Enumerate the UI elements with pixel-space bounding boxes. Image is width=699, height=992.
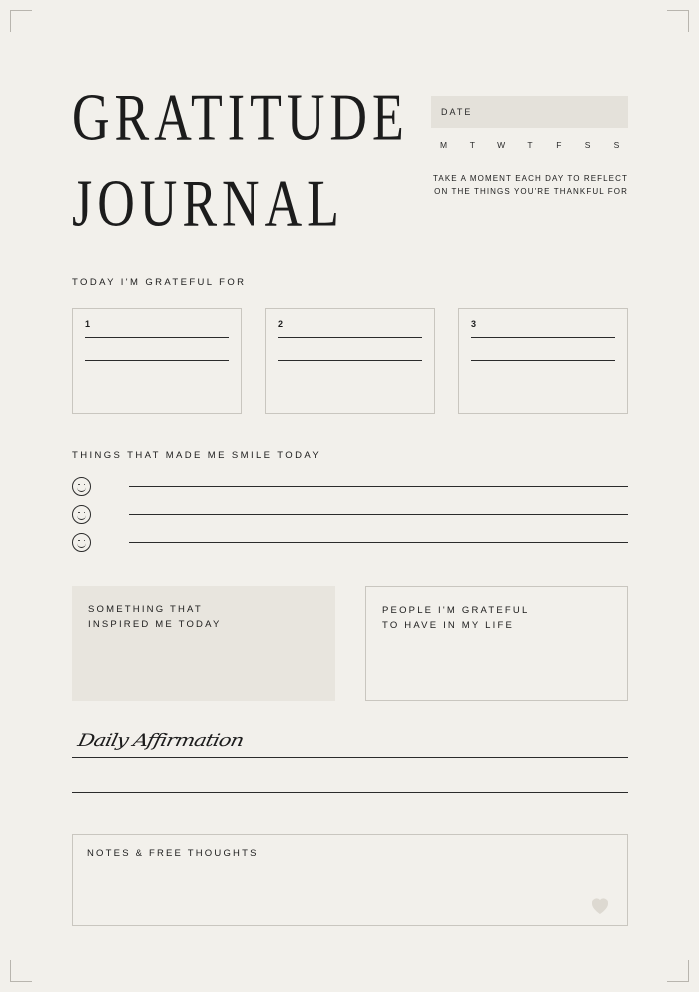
journal-page <box>72 0 628 992</box>
weekday-t1[interactable]: T <box>469 140 476 150</box>
crop-mark-bottom-right <box>667 960 689 982</box>
page-title <box>72 82 409 241</box>
smiley-face-icon <box>72 533 91 552</box>
weekday-t2[interactable]: T <box>527 140 534 150</box>
smile-list <box>72 472 628 556</box>
section-label-smile: THINGS THAT MADE ME SMILE TODAY <box>72 450 322 461</box>
panel-inspired-title <box>88 602 319 632</box>
weekday-s2[interactable]: S <box>613 140 621 150</box>
section-label-grateful: TODAY I'M GRATEFUL FOR <box>72 277 247 288</box>
date-field[interactable] <box>431 96 628 128</box>
notes-title: NOTES & FREE THOUGHTS <box>87 848 259 859</box>
panel-inspired-today[interactable] <box>72 586 335 701</box>
affirmation-section <box>72 726 628 793</box>
crop-mark-bottom-left <box>10 960 32 982</box>
write-line[interactable] <box>85 360 229 361</box>
notes-box[interactable] <box>72 834 628 926</box>
grateful-box-2[interactable] <box>265 308 435 414</box>
weekday-w[interactable]: W <box>497 140 507 150</box>
panel-inspired-title-line-2: INSPIRED ME TODAY <box>88 619 222 630</box>
heart-icon <box>587 893 613 917</box>
panel-people-grateful-for[interactable] <box>365 586 628 701</box>
date-label: DATE <box>441 107 473 117</box>
list-item[interactable] <box>72 500 628 528</box>
grateful-boxes <box>72 308 628 414</box>
grateful-box-1[interactable] <box>72 308 242 414</box>
reflection-panels <box>72 586 628 701</box>
weekday-s1[interactable]: S <box>584 140 592 150</box>
weekday-selector[interactable] <box>431 128 628 150</box>
tagline-line-1: TAKE A MOMENT EACH DAY TO REFLECT <box>432 174 628 183</box>
smiley-face-icon <box>72 505 91 524</box>
page-header <box>72 82 628 241</box>
write-line[interactable] <box>129 542 628 543</box>
write-line[interactable] <box>129 514 628 515</box>
affirmation-script-heading: Daily Affirmation <box>76 730 246 750</box>
grateful-number-3: 3 <box>471 319 477 329</box>
tagline-line-2: ON THE THINGS YOU'RE THANKFUL FOR <box>434 187 628 196</box>
panel-people-title-line-1: PEOPLE I'M GRATEFUL <box>382 605 530 616</box>
write-line[interactable] <box>278 360 422 361</box>
write-line[interactable] <box>72 757 628 758</box>
panel-people-title <box>382 603 611 633</box>
list-item[interactable] <box>72 472 628 500</box>
smiley-face-icon <box>72 477 91 496</box>
grateful-number-1: 1 <box>85 319 91 329</box>
write-line[interactable] <box>129 486 628 487</box>
tagline <box>431 172 628 198</box>
grateful-box-3[interactable] <box>458 308 628 414</box>
write-line[interactable] <box>471 337 615 338</box>
date-block <box>431 96 628 198</box>
write-line[interactable] <box>278 337 422 338</box>
crop-mark-top-left <box>10 10 32 32</box>
list-item[interactable] <box>72 528 628 556</box>
title-line-gratitude: GRATITUDE <box>72 82 409 155</box>
title-line-journal: JOURNAL <box>72 168 344 241</box>
write-line[interactable] <box>85 337 229 338</box>
weekday-f[interactable]: F <box>556 140 563 150</box>
write-line[interactable] <box>72 792 628 793</box>
panel-inspired-title-line-1: SOMETHING THAT <box>88 604 203 615</box>
crop-mark-top-right <box>667 10 689 32</box>
write-line[interactable] <box>471 360 615 361</box>
panel-people-title-line-2: TO HAVE IN MY LIFE <box>382 620 514 631</box>
weekday-m1[interactable]: M <box>439 140 449 150</box>
grateful-number-2: 2 <box>278 319 284 329</box>
